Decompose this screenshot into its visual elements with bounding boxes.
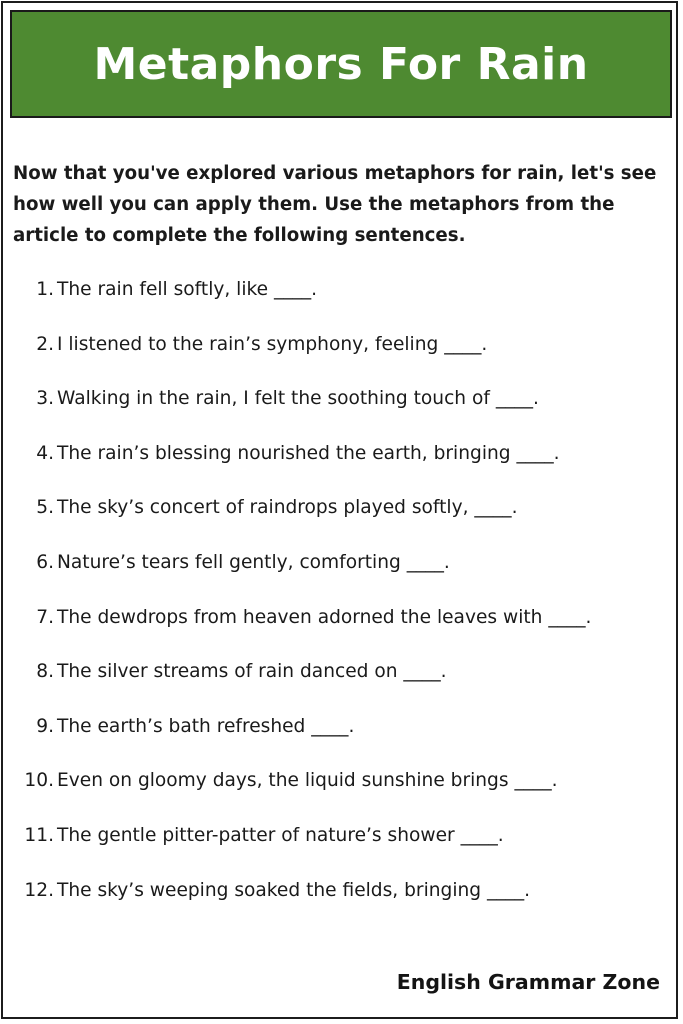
exercise-number: 9.: [36, 715, 54, 737]
exercise-number: 7.: [36, 606, 54, 628]
exercise-item: [0, 880, 683, 935]
exercise-sentence: The sky’s weeping soaked the fields, bringing ____.: [57, 879, 531, 901]
exercise-sentence: Even on gloomy days, the liquid sunshine brings ____.: [57, 770, 558, 792]
exercise-item: [0, 825, 683, 880]
exercise-sentence: The dewdrops from heaven adorned the leaves with ____.: [57, 606, 592, 628]
exercise-item: [0, 388, 683, 443]
exercise-item: [0, 552, 683, 607]
exercise-sentence: The gentle pitter-patter of nature’s shower ____.: [57, 824, 504, 846]
exercise-item: [0, 661, 683, 716]
exercise-number: 5.: [36, 497, 54, 519]
exercise-item: [0, 716, 683, 771]
exercise-number: 3.: [36, 388, 54, 410]
exercise-item: [0, 334, 683, 389]
intro-paragraph: Now that you've explored various metaphors for rain, let's see how well you can apply them. Use the metaphors from the article to complete the following sentences.: [13, 163, 657, 246]
exercise-item: [0, 607, 683, 662]
exercise-item: [0, 497, 683, 552]
exercise-list: [0, 279, 683, 934]
exercise-number: 8.: [36, 661, 54, 683]
exercise-sentence: The rain’s blessing nourished the earth, bringing ____.: [57, 442, 560, 464]
exercise-number: 11.: [24, 824, 54, 846]
title-banner: [10, 10, 672, 118]
exercise-number: 4.: [36, 442, 54, 464]
exercise-sentence: Nature’s tears fell gently, comforting ____.: [57, 551, 450, 573]
exercise-item: [0, 443, 683, 498]
exercise-number: 2.: [36, 333, 54, 355]
exercise-sentence: The silver streams of rain danced on ____.: [57, 661, 447, 683]
exercise-sentence: The rain fell softly, like ____.: [57, 279, 318, 300]
exercise-sentence: The sky’s concert of raindrops played softly, ____.: [57, 497, 518, 519]
exercise-sentence: The earth’s bath refreshed ____.: [57, 715, 355, 737]
footer-credit: English Grammar Zone: [396, 970, 660, 994]
exercise-number: 1.: [36, 279, 54, 300]
page-title: Metaphors For Rain: [93, 38, 589, 90]
exercise-number: 10.: [24, 770, 54, 792]
exercise-item: [0, 770, 683, 825]
exercise-number: 12.: [24, 879, 54, 901]
exercise-sentence: I listened to the rain’s symphony, feeling ____.: [57, 333, 488, 355]
exercise-sentence: Walking in the rain, I felt the soothing touch of ____.: [57, 388, 539, 410]
exercise-number: 6.: [36, 551, 54, 573]
exercise-item: [0, 279, 683, 334]
